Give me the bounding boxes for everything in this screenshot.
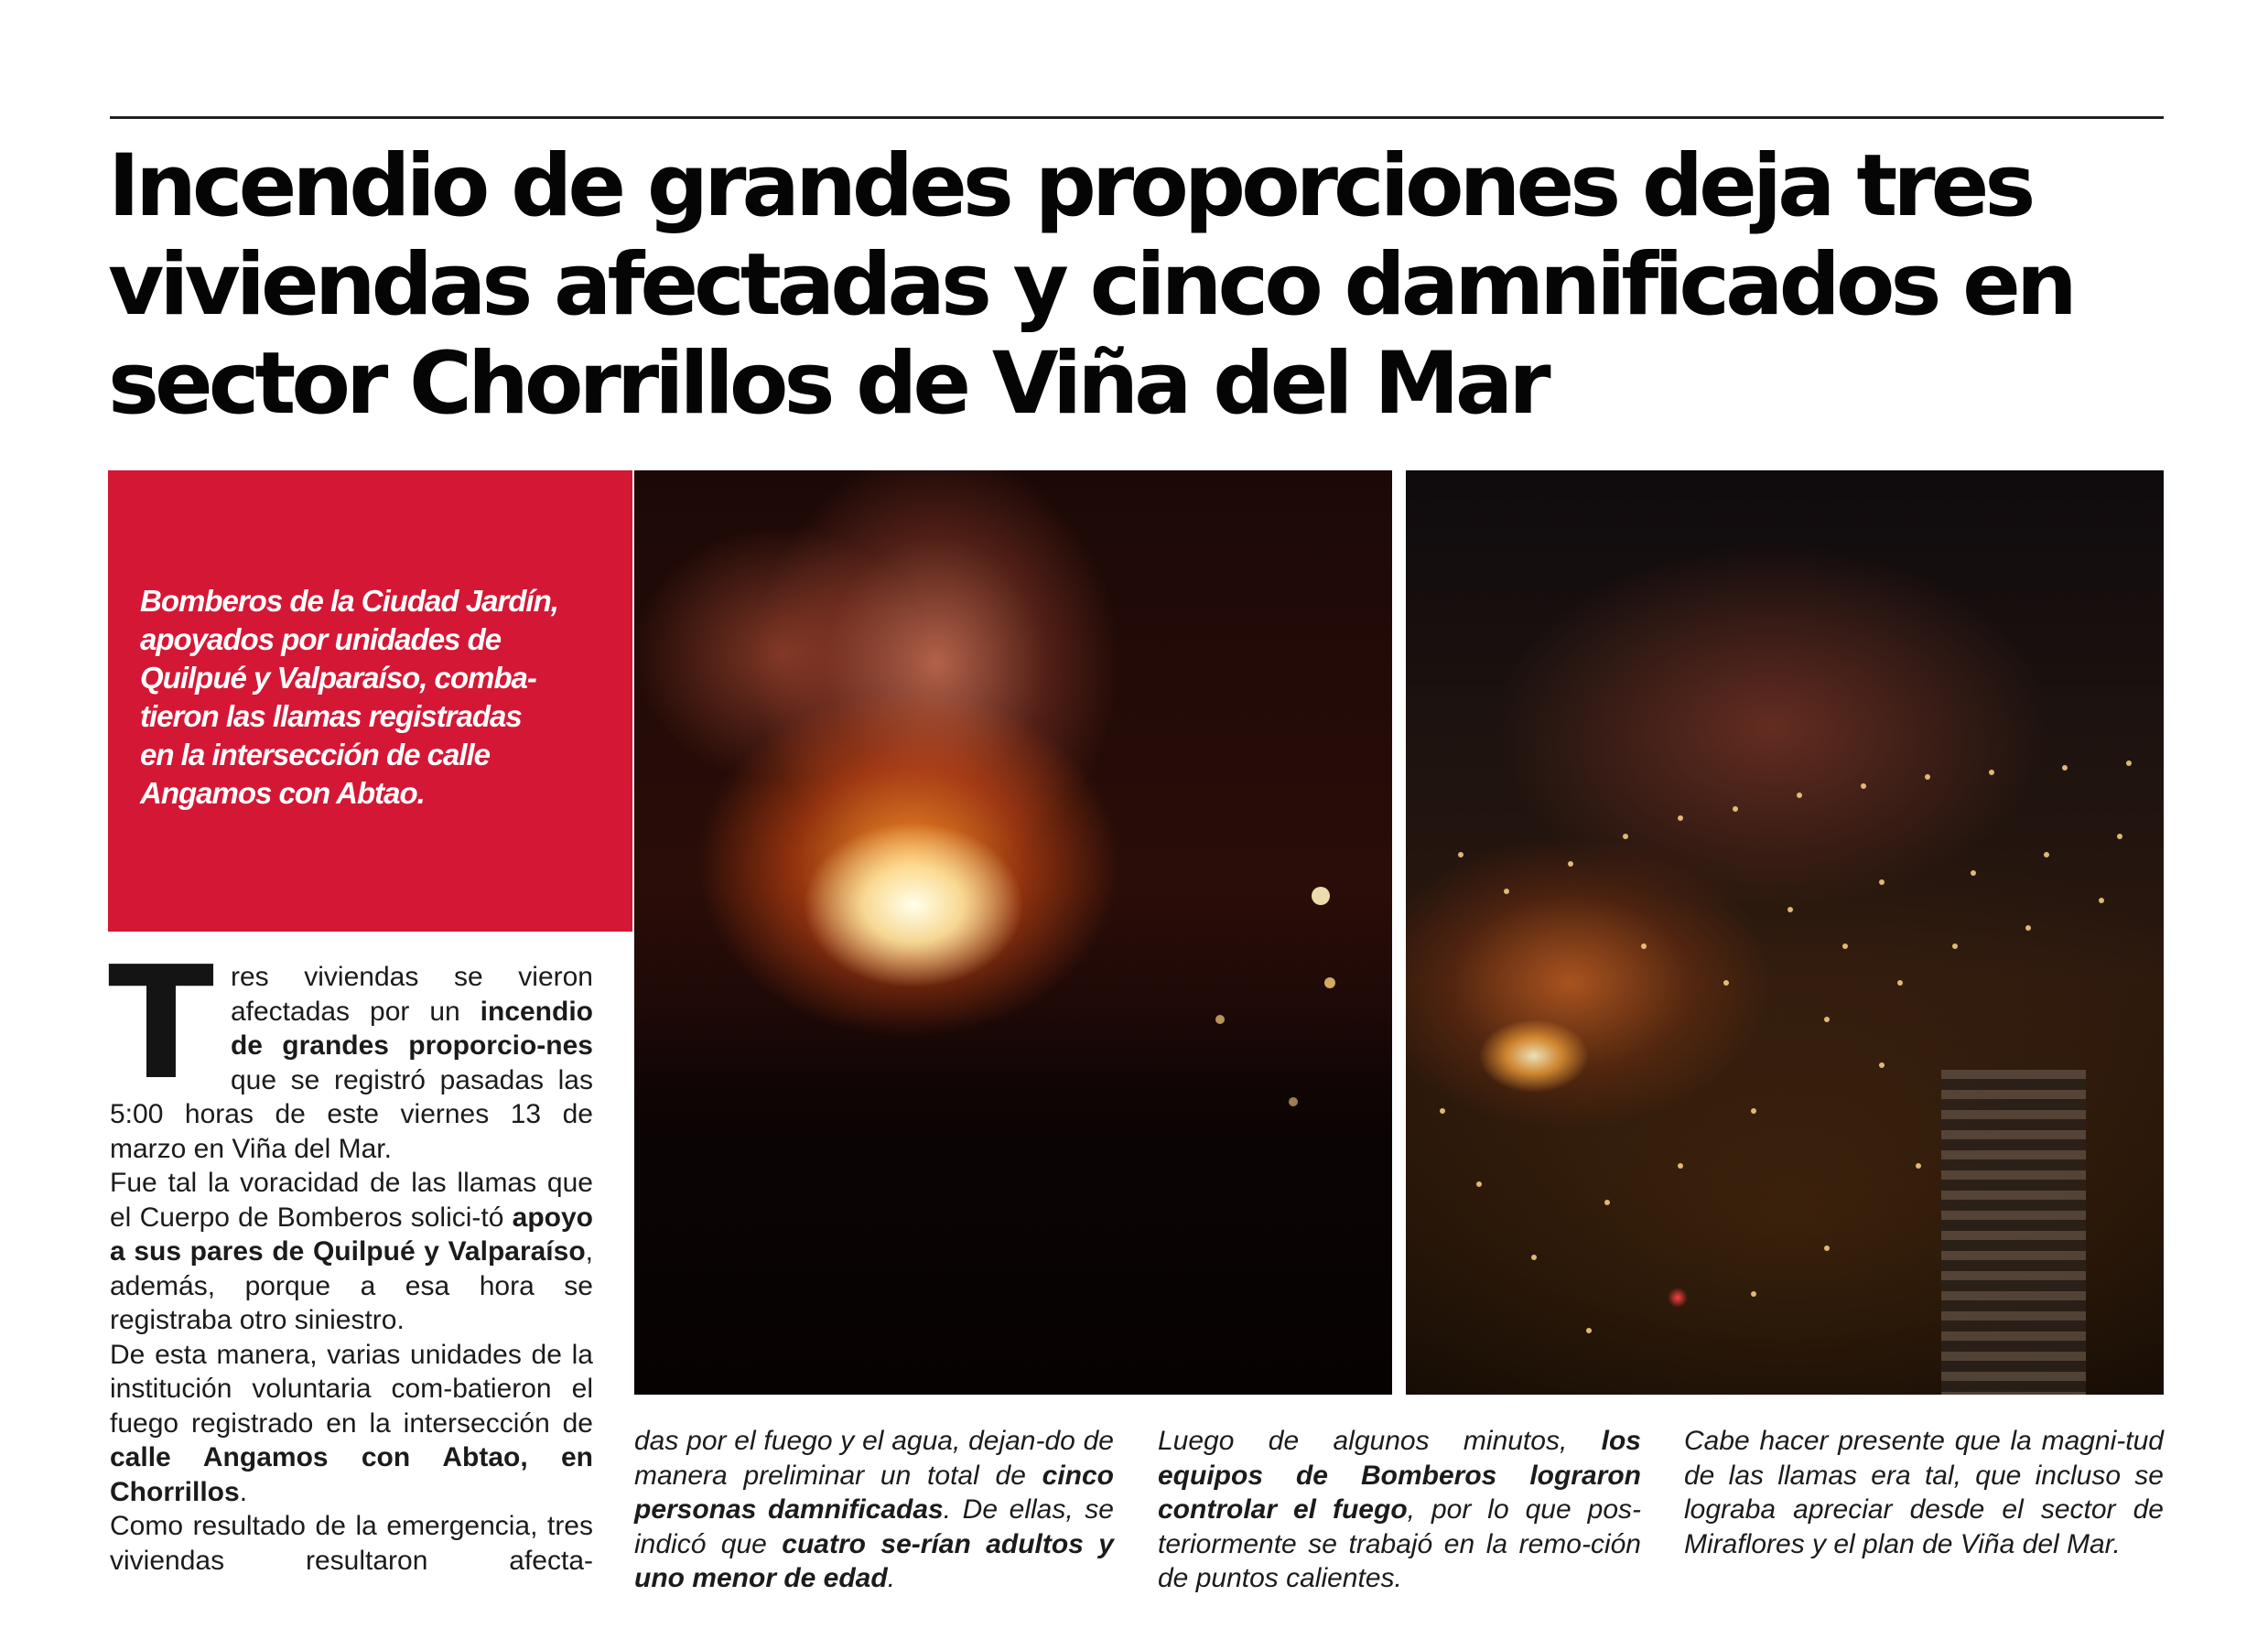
lead-box xyxy=(108,470,632,932)
paragraph xyxy=(634,1424,1114,1596)
bold-run: los equipos de Bomberos lograron controlar el fuego xyxy=(1158,1426,1641,1525)
lead-line: Quilpué y Valparaíso, comba- xyxy=(140,661,536,695)
photo-fire-closeup xyxy=(634,470,1392,1395)
paragraph xyxy=(110,1338,593,1510)
body-column-1 xyxy=(108,933,593,1578)
headline-line: viviendas afectadas y cinco damnificados en xyxy=(108,235,2073,335)
paragraph xyxy=(108,933,593,1166)
body-column-3 xyxy=(1158,1424,1641,1596)
paragraph xyxy=(110,1166,593,1338)
text-run: res viviendas se vieron afectadas por un xyxy=(230,962,593,1027)
paragraph xyxy=(1684,1424,2164,1561)
headline-line: Incendio de grandes proporciones deja tres xyxy=(108,136,2032,236)
top-rule xyxy=(110,116,2164,119)
lead-line: tieron las llamas registradas xyxy=(140,699,522,733)
text-run: , por lo que pos-teriormente se trabajó en la remo-ción de puntos calientes. xyxy=(1158,1494,1641,1593)
lead-line: en la intersección de calle xyxy=(140,738,491,771)
text-run: . xyxy=(239,1476,248,1507)
bold-run: cinco personas damnificadas xyxy=(634,1460,1114,1525)
text-run: , además, porque a esa hora se registraba otro siniestro. xyxy=(110,1236,593,1335)
lead-text xyxy=(140,582,616,813)
body-column-4 xyxy=(1684,1424,2164,1561)
bold-run: incendio de grandes proporcio-nes xyxy=(230,996,593,1061)
text-run: que se registró pasadas las 5:00 horas de este viernes 13 de marzo en Viña del Mar. xyxy=(110,1064,593,1164)
bold-run: cuatro se-rían adultos y uno menor de edad xyxy=(634,1528,1114,1593)
text-run: Fue tal la voracidad de las llamas que el Cuerpo de Bomberos solici-tó xyxy=(110,1168,593,1233)
body-column-2 xyxy=(634,1424,1114,1596)
lead-line: Bomberos de la Ciudad Jardín, xyxy=(140,584,558,618)
drop-cap: T xyxy=(108,933,214,1115)
headline-line: sector Chorrillos de Viña del Mar xyxy=(108,334,1547,434)
paragraph xyxy=(110,1509,593,1578)
text-run: Cabe hacer presente que la magni-tud de las llamas era tal, que incluso se lograba apreciar desde el sector de Miraflores y el plan de Viña del Mar. xyxy=(1684,1426,2164,1559)
text-run: . xyxy=(887,1563,896,1593)
photo-city-lights xyxy=(1406,470,2164,1395)
lead-line: Angamos con Abtao. xyxy=(140,776,425,810)
headline xyxy=(108,137,2176,434)
text-run: Luego de algunos minutos, xyxy=(1158,1426,1602,1456)
lead-line: apoyados por unidades de xyxy=(140,622,502,656)
bold-run: calle Angamos con Abtao, en Chorrillos xyxy=(110,1442,593,1507)
text-run: das por el fuego y el agua, dejan-do de manera preliminar un total de xyxy=(634,1426,1114,1491)
bold-run: apoyo a sus pares de Quilpué y Valparaíso xyxy=(110,1202,593,1267)
text-run: . De ellas, se indicó que xyxy=(634,1494,1114,1559)
text-run: Como resultado de la emergencia, tres viviendas resultaron afecta- xyxy=(110,1511,593,1576)
paragraph xyxy=(1158,1424,1641,1596)
text-run: De esta manera, varias unidades de la institución voluntaria com-batieron el fuego registrado en la intersección de xyxy=(110,1339,593,1439)
photo-lights xyxy=(634,470,1392,1395)
photo-fire-cityscape xyxy=(1406,470,2164,1395)
